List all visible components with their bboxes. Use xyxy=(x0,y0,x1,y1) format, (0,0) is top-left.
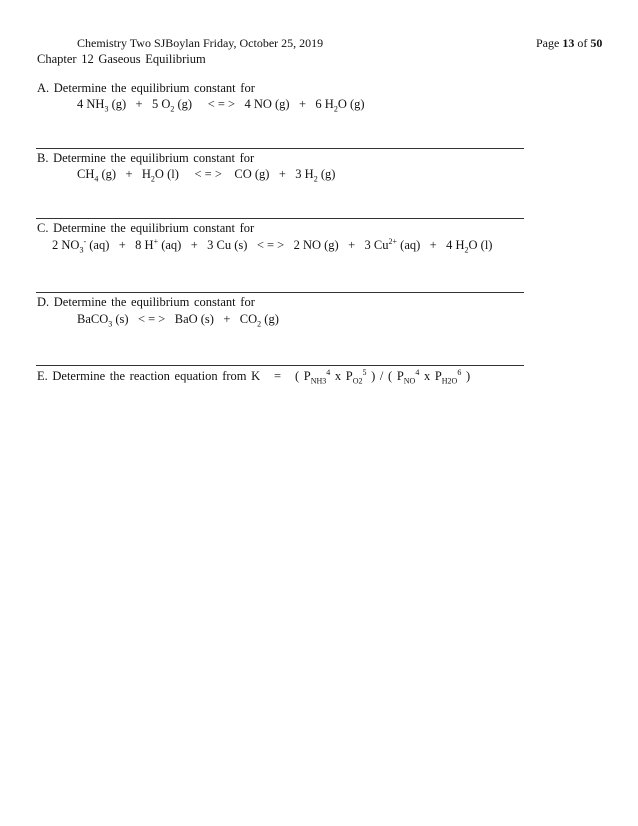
question-c: C. Determine the equilibrium constant for xyxy=(37,221,255,235)
question-d: D. Determine the equilibrium constant for xyxy=(37,295,255,309)
chapter-title: Chapter 12 Gaseous Equilibrium xyxy=(37,52,206,66)
separator-line xyxy=(36,365,524,366)
equilibrium-expression: ( $P_{NH3}^4$ x $P_{O2}^5$ ) / ( $P_{NO}^4$ x $P_{H2O}^6$ ) xyxy=(294,367,471,386)
equation-d: BaCO$_3$ (s) < = > BaO (s) + $CO_2$ (g) xyxy=(77,312,279,329)
separator-line xyxy=(36,218,524,219)
equation-c: 2 $NO_3^-$ (aq) + 8 H+ (aq) + 3 Cu (s) < = > 2 NO (g) + 3 $Cu^{2+}$ (aq) + 4 $H_2O$ (l) xyxy=(52,236,493,255)
separator-line xyxy=(36,148,524,149)
page-of: of xyxy=(577,36,588,50)
equation-a: 4 $NH_3$ (g) + 5 $O_2$ (g) < = > 4 NO (g) + 6 $H_2O$ (g) xyxy=(77,97,365,114)
page-number xyxy=(536,36,602,51)
document-header: Chemistry Two SJBoylan Friday, October 25, 2019 xyxy=(77,36,324,50)
separator-line xyxy=(36,292,524,293)
question-b: B. Determine the equilibrium constant for xyxy=(37,151,255,165)
page-total: 50 xyxy=(590,36,603,50)
page-prefix: Page xyxy=(536,36,560,50)
equation-b: $CH_4$ (g) + $H_2O$ (l) < = > CO (g) + 3 $H_2$ (g) xyxy=(77,167,336,184)
question-e: E. Determine the reaction equation from K = ( $P_{NH3}^4$ x $P_{O2}^5$ ) / ( $P_{NO}^4$ x $P_{H2O}^6$ ) xyxy=(37,367,471,386)
page-current: 13 xyxy=(562,36,575,50)
question-a: A. Determine the equilibrium constant for xyxy=(37,81,255,95)
